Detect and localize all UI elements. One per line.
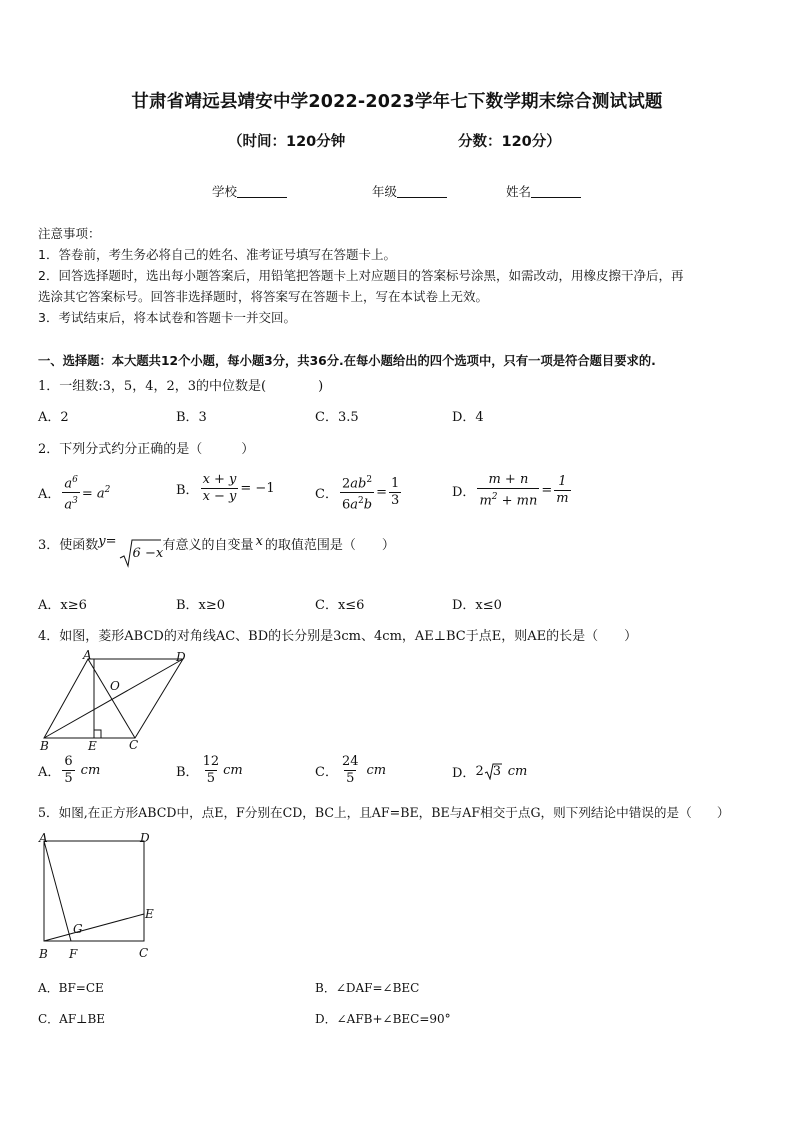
q4-option-c-label: C． [315, 765, 338, 780]
q4-option-a-label: A． [38, 765, 61, 780]
q2-d-fraction: $\frac{m + n}{m^2 + mn}$ [479, 472, 538, 509]
q4-c-fraction: $\frac{24}{5}$ [341, 754, 359, 786]
q3-radicand: 6 −x [132, 546, 164, 561]
note-1: 1．答卷前，考生务必将自己的姓名、准考证号填写在答题卡上。 [38, 247, 396, 262]
q2-a-fraction: $\frac{a^6}{a^3}$ [64, 475, 78, 513]
q4-option-a [38, 754, 100, 787]
exam-time: （时间：120分钟 [228, 134, 346, 150]
q4-rhombus-figure [38, 650, 198, 754]
q4-option-b-label: B． [176, 765, 199, 780]
q4-d-unit: cm [507, 764, 528, 779]
q2-stem: 2．下列分式约分正确的是（ ） [38, 442, 255, 457]
q2-option-b-label: B． [176, 483, 199, 498]
square-outline [44, 841, 144, 941]
label-e: E [145, 907, 154, 921]
q4-option-d: D． 2 3 cm [452, 763, 528, 781]
name-field [506, 182, 581, 200]
label-o: O [110, 679, 120, 693]
q1-option-a: A．2 [38, 410, 69, 425]
q2-c-result: $\frac{1}{3}$ [390, 476, 400, 509]
q3-option-b: B．x≥0 [176, 598, 226, 613]
q4-stem: 4．如图，菱形ABCD的对角线AC、BD的长分别是3cm、4cm，AE⊥BC于点E，则AE的长是（ ） [38, 629, 638, 644]
diagonal-ac [88, 659, 135, 738]
label-f: F [69, 947, 78, 961]
q1-option-b: B．3 [176, 410, 207, 425]
segment-af [44, 841, 71, 941]
label-c: C [139, 946, 149, 960]
q2-d-result: $\frac{1}{m}$ [556, 474, 569, 507]
label-a: A [39, 831, 48, 845]
q1-option-c: C．3.5 [315, 410, 359, 425]
label-e: E [88, 739, 97, 753]
q2-option-d: D． $\frac{m + n}{m^2 + mn}$ = $\frac{1}{m}$ [452, 472, 569, 509]
q3-stem-part1: 3．使函数 [38, 538, 99, 553]
q2-option-a-label: A． [38, 487, 61, 503]
q3-sqrt [119, 534, 164, 568]
q1-option-d: D．4 [452, 410, 484, 425]
label-b: B [39, 947, 48, 961]
q4-option-d-label: D． [452, 766, 476, 781]
notes-heading: 注意事项： [38, 226, 101, 241]
q5-option-c: C．AF⊥BE [38, 1012, 106, 1026]
q5-square-figure [38, 830, 168, 964]
label-a: A [83, 650, 92, 662]
q2-option-c-label: C． [315, 487, 338, 503]
exam-title: 甘肃省靖远县靖安中学2022-2023学年七下数学期末综合测试试题 [131, 92, 663, 112]
q5-option-d: D．∠AFB+∠BEC=90° [315, 1012, 451, 1026]
label-g: G [73, 922, 83, 936]
q4-b-fraction: $\frac{12}{5}$ [202, 754, 220, 786]
q3-var-x: x [255, 534, 263, 549]
q4-c-unit: cm [366, 763, 387, 778]
q4-a-unit: cm [80, 763, 101, 778]
q5-option-b: B．∠DAF=∠BEC [315, 981, 420, 995]
q4-d-sqrt: 3 [484, 763, 502, 781]
q3-stem-part3: 的取值范围是（ ） [264, 538, 395, 553]
q4-option-c [315, 754, 386, 787]
diagonal-bd [44, 659, 183, 738]
label-c: C [129, 738, 139, 752]
q2-b-fraction: $\frac{x + y}{x - y}$ [202, 472, 237, 504]
q4-a-fraction: $\frac{6}{5}$ [64, 754, 73, 786]
exam-score: 分数：120分） [458, 134, 561, 150]
q2-c-fraction: $\frac{2ab^2}{6a^2b}$ [341, 475, 373, 513]
q3-option-c: C．x≤6 [315, 598, 365, 613]
grade-blank [397, 185, 447, 198]
label-b: B [40, 739, 49, 753]
q3-option-d: D．x≤0 [452, 598, 502, 613]
note-2: 2．回答选择题时，选出每小题答案后，用铅笔把答题卡上对应题目的答案标号涂黑，如需改动，用橡皮擦干净后，再 [38, 268, 684, 283]
q3-stem: 3．使函数 y = 6 −x 有意义的自变量 x 的取值范围是（ ） [38, 534, 395, 568]
q2-option-b: B． $\frac{x + y}{x - y}$ = −1 [176, 472, 275, 504]
q5-stem: 5．如图,在正方形ABCD中，点E，F分别在CD，BC上，且AF=BE，BE与AF相交于点G，则下列结论中错误的是（ ） [38, 805, 730, 820]
q5-option-a: A．BF=CE [38, 981, 104, 995]
segment-be [44, 914, 144, 941]
name-blank [531, 185, 581, 198]
note-2-cont: 选涂其它答案标号。回答非选择题时，将答案写在答题卡上，写在本试卷上无效。 [38, 289, 489, 304]
q2-option-d-label: D． [452, 485, 476, 501]
q4-option-b [176, 754, 243, 787]
q4-b-unit: cm [223, 763, 243, 778]
q3-option-a: A．x≥6 [38, 598, 87, 613]
name-label: 姓名 [506, 184, 532, 199]
grade-field [372, 182, 447, 200]
q2-option-c: C． $\frac{2ab^2}{6a^2b}$ = $\frac{1}{3}$ [315, 472, 403, 514]
school-blank [237, 185, 287, 198]
q3-var-y: y [98, 534, 106, 549]
school-label: 学校 [212, 184, 238, 199]
q3-stem-part2: 有意义的自变量 [162, 538, 254, 553]
note-3: 3．考试结束后，将本试卷和答题卡一并交回。 [38, 310, 296, 325]
q2-option-a: A． $\frac{a^6}{a^3}$ = $a^2$ [38, 472, 110, 514]
section-heading: 一、选择题：本大题共12个小题，每小题3分，共36分.在每小题给出的四个选项中，只有一项是符合题目要求的. [38, 354, 656, 368]
label-d: D [176, 650, 186, 664]
grade-label: 年级 [372, 184, 398, 199]
q1-stem: 1．一组数:3，5，4，2，3的中位数是( ) [38, 379, 324, 394]
school-field [212, 182, 287, 200]
label-d: D [140, 831, 150, 845]
right-angle-mark [94, 730, 101, 738]
